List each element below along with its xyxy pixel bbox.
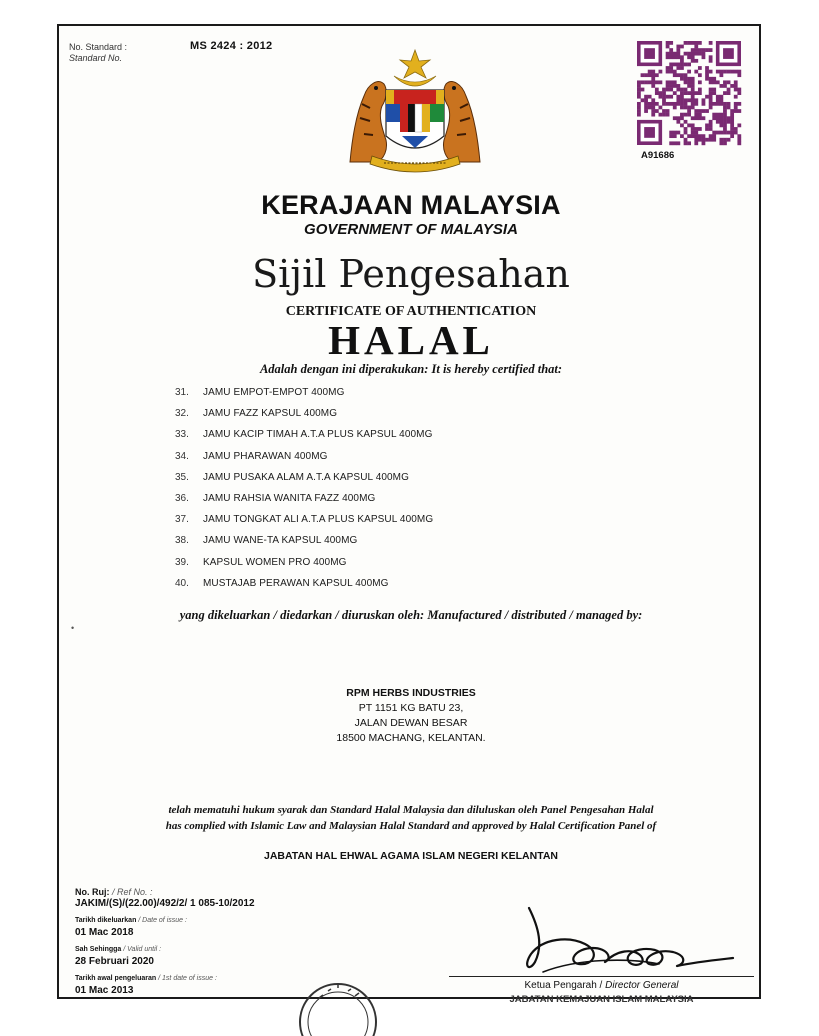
standard-number-label: No. Standard : Standard No. xyxy=(69,42,128,63)
list-item xyxy=(175,424,433,445)
company-address xyxy=(59,686,763,746)
standard-number-value: MS 2424 : 2012 xyxy=(190,40,273,52)
product-name: JAMU PHARAWAN 400MG xyxy=(203,450,328,462)
margin-mark: • xyxy=(71,623,75,633)
product-number: 34. xyxy=(175,450,189,462)
manufactured-statement: yang dikeluarkan / diedarkan / diuruskan oleh: Manufactured / distributed / managed by: xyxy=(179,608,643,622)
qr-code-icon xyxy=(637,41,741,145)
list-item xyxy=(175,467,433,488)
product-number: 32. xyxy=(175,408,189,420)
product-name: JAMU WANE-TA KAPSUL 400MG xyxy=(203,535,358,547)
compliance-line-ms: telah mematuhi hukum syarak dan Standard Halal Malaysia dan diluluskan oleh Panel Pengesahan Halal xyxy=(168,804,654,816)
first-issue-value: 01 Mac 2013 xyxy=(75,985,134,996)
compliance-statement xyxy=(59,802,763,834)
list-item xyxy=(175,530,433,551)
signatory-department: JABATAN KEMAJUAN ISLAM MALAYSIA xyxy=(509,994,694,1005)
product-name: JAMU PUSAKA ALAM A.T.A KAPSUL 400MG xyxy=(203,471,409,483)
address-line: 18500 MACHANG, KELANTAN. xyxy=(336,732,486,744)
list-item xyxy=(175,573,433,594)
product-number: 35. xyxy=(175,471,189,483)
product-name: KAPSUL WOMEN PRO 400MG xyxy=(203,556,347,568)
product-number: 38. xyxy=(175,535,189,547)
product-list xyxy=(175,382,433,594)
product-name: JAMU RAHSIA WANITA FAZZ 400MG xyxy=(203,493,376,505)
list-item xyxy=(175,382,433,403)
product-name: JAMU TONGKAT ALI A.T.A PLUS KAPSUL 400MG xyxy=(203,514,434,526)
certificate-subtitle: CERTIFICATE OF AUTHENTICATION xyxy=(285,304,537,319)
reference-details xyxy=(75,886,255,1002)
list-item xyxy=(175,446,433,467)
product-number: 33. xyxy=(175,429,189,441)
list-item xyxy=(175,552,433,573)
product-name: JAMU EMPOT-EMPOT 400MG xyxy=(203,387,345,399)
issue-date-value: 01 Mac 2018 xyxy=(75,927,134,938)
product-number: 36. xyxy=(175,493,189,505)
official-seal-icon xyxy=(295,976,381,1036)
issuing-department: JABATAN HAL EHWAL AGAMA ISLAM NEGERI KELANTAN xyxy=(264,850,558,862)
product-name: JAMU FAZZ KAPSUL 400MG xyxy=(203,408,338,420)
valid-until-label: Sah Sehingga / Valid until : xyxy=(75,946,162,953)
ref-value: JAKIM/(S)/(22.00)/492/2/ 1 085-10/2012 xyxy=(75,898,255,909)
address-line: PT 1151 KG BATU 23, xyxy=(358,702,464,714)
product-number: 31. xyxy=(175,387,189,399)
government-name-en: GOVERNMENT OF MALAYSIA xyxy=(304,221,518,238)
certified-statement: Adalah dengan ini diperakukan: It is hereby certified that: xyxy=(259,362,563,376)
signature-icon xyxy=(509,888,739,983)
product-name: MUSTAJAB PERAWAN KAPSUL 400MG xyxy=(203,577,389,589)
first-issue-label: Tarikh awal pengeluaran / 1st date of issue : xyxy=(75,975,217,982)
signature-line xyxy=(449,976,754,977)
valid-until-value: 28 Februari 2020 xyxy=(75,956,154,967)
product-number: 40. xyxy=(175,577,189,589)
government-name-ms: KERAJAAN MALAYSIA xyxy=(261,190,561,220)
list-item xyxy=(175,403,433,424)
certificate-page xyxy=(57,24,761,1005)
product-number: 37. xyxy=(175,514,189,526)
address-line: JALAN DEWAN BESAR xyxy=(354,717,468,729)
signatory-title: Ketua Pengarah / Director General xyxy=(524,980,679,991)
company-name: RPM HERBS INDUSTRIES xyxy=(346,687,476,699)
malaysia-coat-of-arms-icon xyxy=(342,44,488,174)
product-number: 39. xyxy=(175,556,189,568)
halal-heading: HALAL xyxy=(328,317,494,363)
issue-date-label: Tarikh dikeluarkan / Date of issue : xyxy=(75,917,187,924)
compliance-line-en: has complied with Islamic Law and Malaysian Halal Standard and approved by Halal Certification Panel of xyxy=(165,820,657,832)
list-item xyxy=(175,488,433,509)
product-name: JAMU KACIP TIMAH A.T.A PLUS KAPSUL 400MG xyxy=(203,429,433,441)
certificate-title: Sijil Pengesahan xyxy=(252,252,570,296)
list-item xyxy=(175,509,433,530)
ref-label: No. Ruj: / Ref No. : xyxy=(75,887,153,897)
certificate-code: A91686 xyxy=(641,150,675,161)
